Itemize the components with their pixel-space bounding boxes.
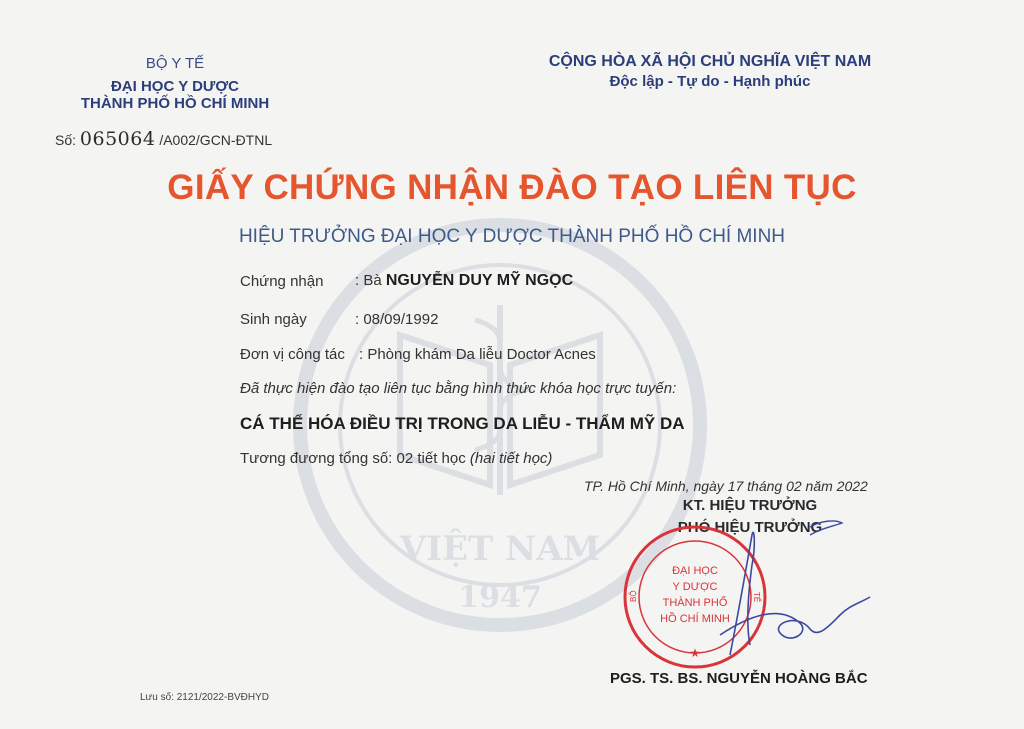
archive-number: Lưu số: 2121/2022-BVĐHYD xyxy=(140,692,269,703)
svg-text:BỘ: BỘ xyxy=(629,590,638,602)
certify-value xyxy=(355,272,573,290)
certify-prefix: : Bà xyxy=(355,272,382,289)
ministry-name: BỘ Y TẾ xyxy=(145,55,205,72)
handwritten-signature xyxy=(660,505,880,665)
national-header xyxy=(540,52,880,92)
serial-suffix: /A002/GCN-ĐTNL xyxy=(159,132,273,148)
stamp-line3: THÀNH PHỐ xyxy=(662,597,728,609)
place-and-date: TP. Hồ Chí Minh, ngày 17 tháng 02 năm 2022 xyxy=(584,478,868,494)
stamp-line4: HỒ CHÍ MINH xyxy=(660,613,730,625)
watermark-year: 1947 xyxy=(458,580,542,615)
signatory-title-line1: KT. HIỆU TRƯỞNG xyxy=(682,497,818,514)
watermark-country: VIỆT NAM xyxy=(399,529,601,569)
serial-prefix: Số: xyxy=(55,132,77,148)
republic-name: CỘNG HÒA XÃ HỘI CHỦ NGHĨA VIỆT NAM xyxy=(548,53,872,70)
workplace-value: : Phòng khám Da liễu Doctor Acnes xyxy=(359,346,596,363)
dob-value: : 08/09/1992 xyxy=(355,311,439,328)
certificate-title: GIẤY CHỨNG NHẬN ĐÀO TẠO LIÊN TỤC xyxy=(167,168,857,207)
certify-label: Chứng nhận xyxy=(240,273,324,290)
workplace-label: Đơn vị công tác xyxy=(240,346,345,363)
serial-number xyxy=(55,128,272,150)
credit-text-words: (hai tiết học) xyxy=(469,450,553,467)
stamp-line2: Y DƯỢC xyxy=(672,581,718,593)
university-name-line2: THÀNH PHỐ HỒ CHÍ MINH xyxy=(80,95,270,112)
stamp-line1: ĐẠI HỌC xyxy=(672,565,718,577)
recipient-name: NGUYỄN DUY MỸ NGỌC xyxy=(385,272,574,289)
certificate-subtitle: HIỆU TRƯỞNG ĐẠI HỌC Y DƯỢC THÀNH PHỐ HỒ CHÍ MINH xyxy=(238,226,786,247)
course-name: CÁ THỂ HÓA ĐIỀU TRỊ TRONG DA LIỄU - THẨM MỸ DA xyxy=(240,414,685,433)
serial-value: 065064 xyxy=(79,128,156,150)
credit-text: Tương đương tổng số: 02 tiết học xyxy=(240,450,466,467)
university-name-line1: ĐẠI HỌC Y DƯỢC xyxy=(110,78,240,95)
credit-equivalent xyxy=(240,450,552,467)
svg-text:★: ★ xyxy=(689,646,701,660)
signatory-name: PGS. TS. BS. NGUYỄN HOÀNG BẮC xyxy=(610,670,868,687)
training-statement: Đã thực hiện đào tạo liên tục bằng hình thức khóa học trực tuyến: xyxy=(240,380,677,397)
dob-label: Sinh ngày xyxy=(240,311,307,328)
svg-text:TẾ: TẾ xyxy=(752,592,761,603)
signatory-title-line2: PHÓ HIỆU TRƯỞNG xyxy=(677,519,823,536)
issuer-header xyxy=(60,55,290,112)
national-motto: Độc lập - Tự do - Hạnh phúc xyxy=(609,73,811,90)
